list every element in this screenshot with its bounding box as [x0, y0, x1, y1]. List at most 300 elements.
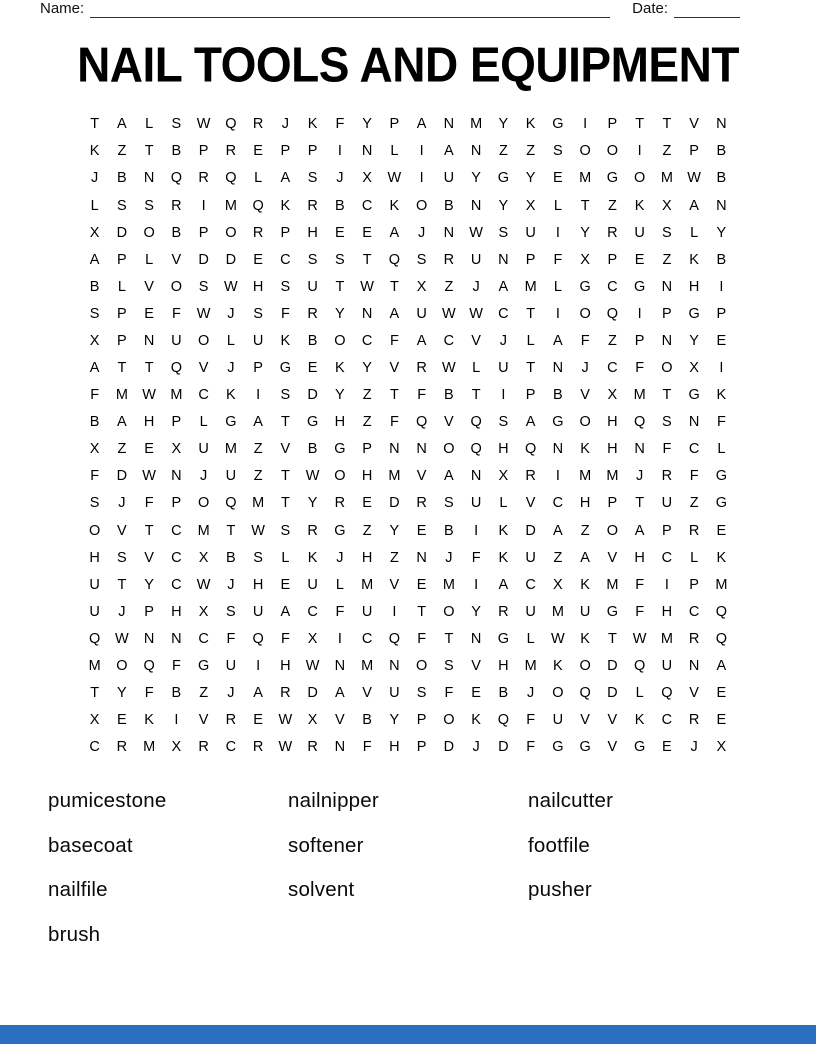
- grid-cell: Q: [143, 657, 155, 674]
- grid-cell: Z: [662, 143, 672, 160]
- grid-cell: U: [307, 576, 318, 593]
- grid-cell: Q: [715, 603, 728, 620]
- grid-cell: K: [498, 522, 509, 539]
- grid-cell: Z: [199, 685, 209, 702]
- grid-cell: G: [279, 360, 292, 377]
- grid-cell: I: [256, 657, 261, 674]
- grid-cell: X: [362, 170, 372, 187]
- grid-cell: O: [579, 143, 591, 160]
- grid-cell: Q: [579, 685, 591, 702]
- grid-cell: K: [689, 251, 699, 268]
- grid-cell: F: [90, 387, 100, 404]
- grid-cell: P: [525, 387, 536, 404]
- grid-cell: E: [471, 685, 481, 702]
- grid-cell: C: [307, 603, 318, 620]
- grid-cell: U: [416, 305, 427, 322]
- grid-cell: U: [389, 685, 400, 702]
- grid-cell: P: [662, 305, 672, 322]
- grid-cell: W: [115, 630, 129, 647]
- grid-cell: O: [197, 332, 210, 349]
- word-list-item: pumicestone: [48, 789, 167, 813]
- grid-cell: S: [89, 305, 100, 322]
- grid-cell: S: [307, 170, 318, 187]
- grid-cell: J: [200, 468, 208, 485]
- grid-cell: G: [606, 170, 619, 187]
- grid-cell: Q: [388, 251, 401, 268]
- grid-cell: W: [278, 712, 293, 729]
- word-list-item: nailnipper: [288, 789, 379, 813]
- grid-cell: B: [498, 685, 509, 702]
- grid-cell: Q: [388, 630, 401, 647]
- grid-cell: C: [361, 630, 373, 647]
- grid-cell: H: [661, 603, 673, 620]
- grid-cell: S: [89, 495, 100, 512]
- grid-cell: N: [470, 468, 482, 485]
- grid-cell: Y: [362, 360, 372, 377]
- word-list-item: pusher: [528, 878, 592, 902]
- grid-cell: K: [389, 197, 400, 214]
- grid-cell: N: [552, 360, 564, 377]
- grid-cell: F: [389, 414, 399, 431]
- grid-cell: Q: [225, 116, 237, 133]
- grid-cell: U: [470, 251, 482, 268]
- grid-cell: Z: [580, 522, 590, 539]
- grid-cell: C: [89, 739, 100, 756]
- grid-cell: T: [389, 278, 399, 295]
- grid-cell: V: [471, 657, 481, 674]
- grid-cell: U: [307, 278, 318, 295]
- grid-cell: O: [415, 657, 428, 674]
- grid-cell: I: [174, 712, 179, 729]
- grid-cell: S: [198, 278, 209, 295]
- grid-cell: O: [415, 197, 428, 214]
- grid-cell: H: [607, 441, 618, 458]
- grid-cell: L: [472, 360, 481, 377]
- grid-cell: G: [606, 603, 619, 620]
- grid-cell: R: [252, 224, 264, 241]
- grid-cell: J: [227, 305, 235, 322]
- grid-cell: U: [198, 441, 209, 458]
- grid-cell: Z: [662, 251, 672, 268]
- grid-cell: A: [689, 197, 699, 214]
- grid-cell: O: [579, 414, 591, 431]
- grid-cell: X: [416, 278, 427, 295]
- grid-cell: N: [389, 441, 400, 458]
- grid-cell: O: [443, 712, 455, 729]
- grid-cell: V: [607, 549, 618, 566]
- grid-cell: A: [553, 522, 563, 539]
- grid-cell: P: [716, 305, 727, 322]
- grid-cell: P: [607, 495, 618, 512]
- grid-cell: H: [579, 495, 591, 512]
- grid-cell: T: [662, 116, 672, 133]
- grid-cell: B: [171, 224, 182, 241]
- grid-cell: S: [280, 278, 291, 295]
- grid-cell: P: [144, 603, 154, 620]
- grid-cell: X: [307, 630, 318, 647]
- grid-cell: N: [470, 630, 482, 647]
- grid-cell: M: [442, 576, 455, 593]
- grid-cell: H: [498, 657, 509, 674]
- grid-cell: I: [337, 143, 342, 160]
- grid-cell: N: [171, 630, 182, 647]
- grid-cell: X: [498, 468, 509, 485]
- grid-cell: X: [89, 441, 100, 458]
- grid-cell: S: [662, 414, 672, 431]
- grid-cell: H: [252, 576, 264, 593]
- grid-cell: F: [526, 739, 536, 756]
- grid-cell: N: [470, 197, 482, 214]
- grid-cell: G: [552, 414, 564, 431]
- grid-cell: V: [198, 360, 209, 377]
- grid-cell: V: [580, 712, 590, 729]
- grid-cell: S: [280, 522, 291, 539]
- grid-cell: Z: [553, 549, 563, 566]
- grid-cell: J: [91, 170, 99, 187]
- grid-cell: W: [442, 305, 456, 322]
- grid-cell: O: [606, 522, 619, 539]
- grid-cell: V: [607, 739, 618, 756]
- grid-cell: R: [416, 495, 427, 512]
- grid-cell: Q: [170, 360, 183, 377]
- grid-cell: A: [117, 116, 127, 133]
- grid-cell: U: [89, 603, 100, 620]
- grid-cell: T: [335, 278, 345, 295]
- grid-cell: O: [170, 278, 183, 295]
- grid-cell: B: [716, 170, 727, 187]
- grid-cell: Z: [362, 522, 372, 539]
- grid-cell: R: [688, 712, 700, 729]
- grid-cell: X: [607, 387, 618, 404]
- grid-cell: S: [171, 116, 182, 133]
- grid-cell: N: [688, 657, 700, 674]
- grid-cell: Z: [607, 197, 617, 214]
- grid-cell: N: [634, 441, 645, 458]
- grid-cell: I: [664, 576, 669, 593]
- grid-cell: M: [388, 468, 401, 485]
- grid-cell: R: [307, 522, 318, 539]
- grid-cell: U: [252, 332, 264, 349]
- grid-cell: Q: [661, 685, 673, 702]
- grid-cell: J: [472, 278, 480, 295]
- grid-cell: N: [443, 116, 455, 133]
- grid-cell: P: [253, 360, 263, 377]
- grid-cell: D: [498, 739, 509, 756]
- grid-cell: A: [444, 143, 454, 160]
- grid-cell: M: [551, 603, 564, 620]
- grid-cell: G: [497, 630, 510, 647]
- grid-cell: R: [280, 685, 291, 702]
- grid-cell: M: [715, 576, 728, 593]
- grid-cell: A: [335, 685, 345, 702]
- grid-cell: E: [716, 685, 727, 702]
- grid-cell: L: [526, 332, 535, 349]
- grid-cell: K: [226, 387, 236, 404]
- grid-cell: K: [580, 576, 590, 593]
- grid-cell: L: [690, 549, 699, 566]
- grid-cell: V: [117, 522, 127, 539]
- grid-cell: T: [90, 685, 100, 702]
- grid-cell: F: [280, 305, 290, 322]
- grid-cell: P: [117, 305, 127, 322]
- grid-cell: U: [443, 170, 455, 187]
- grid-cell: T: [662, 387, 672, 404]
- grid-cell: T: [526, 305, 536, 322]
- grid-cell: V: [198, 712, 209, 729]
- word-list: [48, 779, 770, 957]
- grid-cell: X: [89, 712, 100, 729]
- grid-cell: L: [117, 278, 126, 295]
- grid-cell: S: [144, 197, 154, 214]
- grid-cell: F: [689, 468, 699, 485]
- grid-cell: B: [171, 685, 182, 702]
- grid-cell: O: [633, 170, 646, 187]
- grid-cell: A: [580, 549, 590, 566]
- grid-cell: P: [525, 251, 536, 268]
- grid-cell: K: [471, 712, 481, 729]
- grid-cell: M: [170, 387, 183, 404]
- grid-cell: Y: [389, 712, 400, 729]
- grid-cell: U: [661, 495, 673, 512]
- grid-cell: U: [525, 603, 536, 620]
- grid-cell: U: [361, 603, 373, 620]
- grid-cell: S: [553, 143, 563, 160]
- grid-cell: F: [90, 468, 100, 485]
- grid-cell: E: [335, 224, 345, 241]
- grid-cell: O: [443, 603, 455, 620]
- grid-cell: H: [498, 441, 509, 458]
- grid-cell: P: [689, 143, 699, 160]
- grid-cell: B: [117, 170, 127, 187]
- letter-grid: [81, 111, 735, 761]
- grid-cell: E: [362, 224, 372, 241]
- grid-cell: A: [498, 576, 509, 593]
- grid-cell: M: [606, 576, 619, 593]
- grid-cell: L: [90, 197, 99, 214]
- grid-cell: L: [226, 332, 235, 349]
- grid-cell: N: [661, 332, 673, 349]
- grid-cell: X: [89, 224, 100, 241]
- grid-cell: F: [389, 332, 399, 349]
- grid-cell: I: [201, 197, 206, 214]
- grid-cell: W: [142, 387, 156, 404]
- grid-cell: G: [225, 414, 237, 431]
- grid-cell: L: [335, 576, 344, 593]
- grid-cell: W: [387, 170, 402, 187]
- grid-cell: P: [171, 495, 182, 512]
- grid-cell: J: [227, 576, 235, 593]
- grid-cell: J: [336, 170, 344, 187]
- grid-cell: J: [499, 332, 507, 349]
- grid-cell: F: [635, 603, 645, 620]
- grid-cell: U: [661, 657, 673, 674]
- page-title: NAIL TOOLS AND EQUIPMENT: [77, 37, 739, 93]
- grid-cell: M: [606, 468, 619, 485]
- word-list-item: footfile: [528, 833, 590, 857]
- grid-cell: N: [416, 441, 427, 458]
- grid-cell: U: [552, 712, 564, 729]
- grid-cell: P: [307, 143, 318, 160]
- grid-cell: V: [362, 685, 372, 702]
- grid-cell: R: [607, 224, 618, 241]
- grid-cell: O: [334, 332, 346, 349]
- grid-cell: V: [389, 576, 400, 593]
- grid-cell: P: [634, 332, 645, 349]
- grid-cell: X: [307, 712, 318, 729]
- grid-cell: W: [687, 170, 701, 187]
- grid-cell: K: [335, 360, 345, 377]
- grid-cell: A: [416, 116, 427, 133]
- grid-cell: T: [362, 251, 372, 268]
- grid-cell: B: [307, 332, 318, 349]
- grid-cell: T: [580, 197, 590, 214]
- grid-cell: T: [117, 576, 127, 593]
- grid-cell: I: [583, 116, 588, 133]
- grid-cell: B: [444, 522, 454, 539]
- grid-cell: T: [117, 360, 127, 377]
- grid-cell: I: [392, 603, 397, 620]
- grid-cell: K: [716, 387, 727, 404]
- grid-cell: C: [198, 387, 209, 404]
- grid-cell: Z: [253, 441, 263, 458]
- grid-cell: D: [116, 468, 128, 485]
- grid-cell: L: [635, 685, 644, 702]
- grid-cell: K: [89, 143, 100, 160]
- footer-accent-bar: [0, 1025, 816, 1044]
- grid-cell: C: [171, 576, 182, 593]
- grid-cell: X: [689, 360, 699, 377]
- grid-cell: E: [253, 251, 263, 268]
- grid-cell: F: [635, 576, 645, 593]
- grid-cell: E: [553, 170, 563, 187]
- grid-cell: V: [689, 116, 699, 133]
- grid-cell: N: [443, 224, 455, 241]
- grid-cell: N: [361, 143, 373, 160]
- grid-cell: S: [226, 603, 236, 620]
- grid-cell: H: [607, 414, 618, 431]
- date-blank-line: [674, 0, 740, 18]
- word-list-item: solvent: [288, 878, 355, 902]
- date-label: Date:: [632, 0, 668, 17]
- grid-cell: C: [688, 441, 700, 458]
- grid-cell: E: [144, 305, 154, 322]
- grid-cell: P: [198, 143, 209, 160]
- grid-cell: H: [307, 224, 318, 241]
- grid-cell: H: [688, 278, 700, 295]
- grid-cell: O: [579, 305, 591, 322]
- grid-cell: P: [362, 441, 372, 458]
- grid-cell: A: [716, 657, 727, 674]
- grid-cell: F: [144, 685, 154, 702]
- grid-cell: G: [197, 657, 210, 674]
- grid-cell: C: [171, 522, 182, 539]
- grid-cell: F: [362, 739, 372, 756]
- grid-cell: K: [580, 630, 590, 647]
- grid-cell: R: [116, 739, 128, 756]
- grid-cell: U: [525, 549, 536, 566]
- grid-cell: U: [171, 332, 182, 349]
- grid-cell: D: [443, 739, 455, 756]
- grid-cell: Y: [144, 576, 154, 593]
- grid-cell: T: [635, 495, 645, 512]
- grid-cell: P: [117, 332, 127, 349]
- grid-cell: Y: [117, 685, 127, 702]
- grid-cell: K: [144, 712, 154, 729]
- grid-cell: G: [552, 116, 564, 133]
- grid-cell: L: [553, 197, 562, 214]
- grid-cell: Q: [252, 197, 264, 214]
- grid-cell: B: [335, 197, 345, 214]
- grid-cell: W: [305, 468, 320, 485]
- grid-cell: M: [633, 387, 646, 404]
- grid-cell: R: [307, 305, 318, 322]
- grid-cell: E: [144, 441, 154, 458]
- grid-cell: U: [634, 224, 645, 241]
- grid-cell: C: [198, 630, 209, 647]
- grid-cell: A: [253, 685, 263, 702]
- grid-cell: C: [661, 549, 673, 566]
- grid-cell: T: [526, 360, 536, 377]
- grid-cell: G: [715, 468, 728, 485]
- grid-cell: T: [90, 116, 100, 133]
- grid-cell: Y: [471, 170, 481, 187]
- grid-cell: R: [225, 712, 237, 729]
- grid-cell: N: [470, 143, 482, 160]
- grid-cell: A: [634, 522, 645, 539]
- grid-cell: F: [335, 603, 345, 620]
- grid-cell: F: [417, 630, 427, 647]
- grid-cell: B: [716, 251, 727, 268]
- grid-cell: B: [444, 387, 454, 404]
- grid-cell: T: [607, 630, 617, 647]
- grid-cell: S: [253, 549, 263, 566]
- grid-cell: W: [196, 116, 211, 133]
- grid-cell: V: [525, 495, 536, 512]
- grid-cell: V: [389, 360, 400, 377]
- grid-cell: F: [635, 360, 645, 377]
- grid-cell: D: [198, 251, 209, 268]
- grid-cell: D: [389, 495, 400, 512]
- grid-cell: Q: [470, 441, 482, 458]
- grid-cell: C: [225, 739, 237, 756]
- grid-cell: M: [470, 116, 483, 133]
- grid-cell: Z: [526, 143, 536, 160]
- grid-cell: R: [252, 739, 264, 756]
- grid-cell: M: [660, 170, 673, 187]
- grid-cell: J: [636, 468, 644, 485]
- grid-cell: C: [361, 332, 373, 349]
- grid-cell: H: [634, 549, 645, 566]
- grid-cell: T: [417, 603, 427, 620]
- grid-cell: R: [416, 360, 427, 377]
- grid-cell: P: [280, 143, 291, 160]
- grid-cell: K: [553, 657, 563, 674]
- grid-cell: N: [361, 305, 373, 322]
- grid-cell: A: [280, 170, 291, 187]
- grid-cell: O: [197, 495, 210, 512]
- grid-cell: K: [716, 549, 727, 566]
- grid-cell: P: [198, 224, 209, 241]
- grid-cell: K: [307, 549, 318, 566]
- grid-cell: S: [117, 197, 127, 214]
- grid-cell: M: [143, 739, 156, 756]
- grid-cell: K: [580, 441, 590, 458]
- grid-cell: P: [662, 522, 672, 539]
- grid-cell: X: [662, 197, 672, 214]
- grid-cell: U: [579, 603, 591, 620]
- grid-cell: V: [280, 441, 291, 458]
- grid-cell: D: [225, 251, 237, 268]
